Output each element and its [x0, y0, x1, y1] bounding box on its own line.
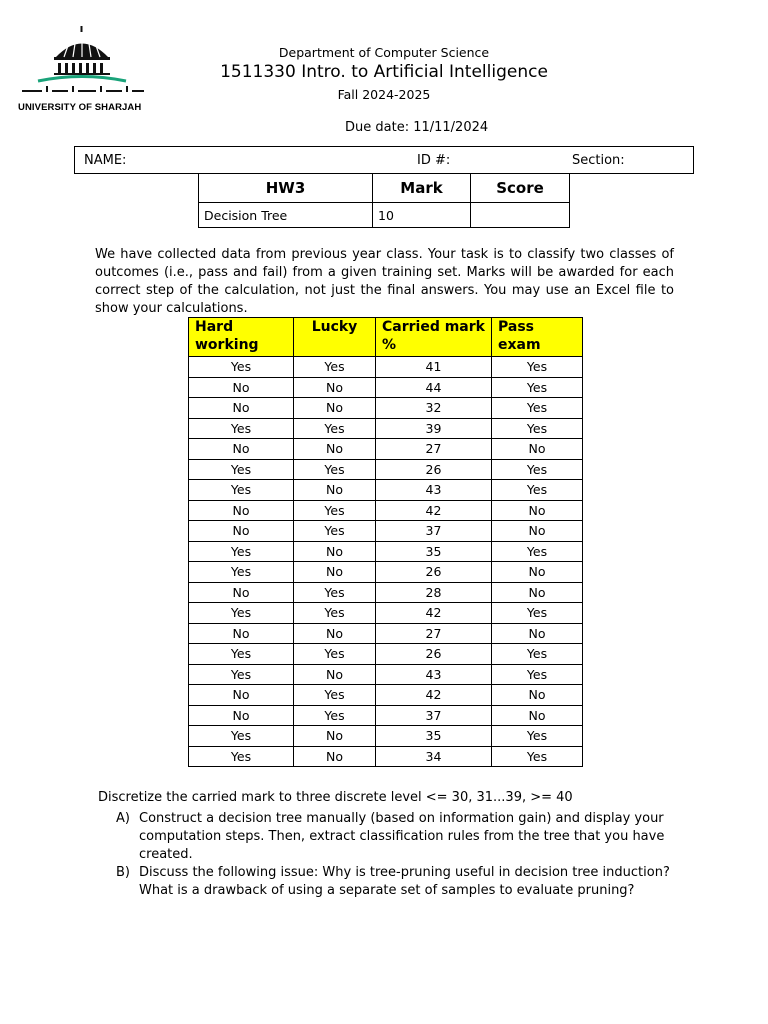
- cell-pass-exam: Yes: [492, 398, 583, 419]
- cell-pass-exam: No: [492, 582, 583, 603]
- hw-header-mark: Mark: [373, 174, 471, 203]
- cell-hard-working: No: [189, 582, 294, 603]
- table-row: [189, 562, 583, 583]
- cell-lucky: No: [294, 541, 376, 562]
- table-row: [189, 705, 583, 726]
- cell-carried-mark: 32: [376, 398, 492, 419]
- cell-pass-exam: Yes: [492, 746, 583, 767]
- table-row: [189, 521, 583, 542]
- cell-pass-exam: No: [492, 562, 583, 583]
- cell-carried-mark: 39: [376, 418, 492, 439]
- cell-hard-working: No: [189, 521, 294, 542]
- cell-carried-mark: 44: [376, 377, 492, 398]
- table-row: [189, 459, 583, 480]
- cell-pass-exam: No: [492, 623, 583, 644]
- term: Fall 2024-2025: [337, 87, 431, 102]
- cell-carried-mark: 37: [376, 521, 492, 542]
- course-title: 1511330 Intro. to Artificial Intelligence: [220, 62, 548, 82]
- cell-carried-mark: 42: [376, 500, 492, 521]
- cell-pass-exam: Yes: [492, 480, 583, 501]
- cell-carried-mark: 37: [376, 705, 492, 726]
- cell-hard-working: Yes: [189, 480, 294, 501]
- hw-score: [471, 203, 570, 228]
- cell-pass-exam: Yes: [492, 377, 583, 398]
- discretize-instruction: Discretize the carried mark to three discrete level <= 30, 31...39, >= 40: [98, 790, 573, 805]
- cell-carried-mark: 35: [376, 726, 492, 747]
- cell-carried-mark: 26: [376, 644, 492, 665]
- cell-lucky: Yes: [294, 459, 376, 480]
- header-hard-working: Hard working: [189, 318, 294, 357]
- table-row: [189, 664, 583, 685]
- cell-pass-exam: Yes: [492, 459, 583, 480]
- cell-pass-exam: Yes: [492, 664, 583, 685]
- department-name: Department of Computer Science: [278, 45, 490, 60]
- table-row: [189, 480, 583, 501]
- cell-pass-exam: No: [492, 500, 583, 521]
- cell-carried-mark: 35: [376, 541, 492, 562]
- hw-mark-table: [198, 174, 570, 228]
- due-date: Due date: 11/11/2024: [345, 120, 489, 135]
- cell-pass-exam: Yes: [492, 418, 583, 439]
- cell-hard-working: Yes: [189, 357, 294, 378]
- cell-pass-exam: Yes: [492, 603, 583, 624]
- cell-hard-working: No: [189, 705, 294, 726]
- table-row: [189, 582, 583, 603]
- hw-mark: 10: [373, 203, 471, 228]
- cell-carried-mark: 34: [376, 746, 492, 767]
- cell-hard-working: Yes: [189, 418, 294, 439]
- cell-lucky: No: [294, 377, 376, 398]
- cell-pass-exam: No: [492, 439, 583, 460]
- table-row: [189, 685, 583, 706]
- table-row: [189, 398, 583, 419]
- cell-lucky: Yes: [294, 685, 376, 706]
- cell-hard-working: Yes: [189, 459, 294, 480]
- question-text: Construct a decision tree manually (based on information gain) and display your computation steps. Then, extract classification rules from the tree that you have created.: [139, 811, 665, 862]
- cell-hard-working: No: [189, 398, 294, 419]
- hw-header-title: HW3: [199, 174, 373, 203]
- header-carried-mark: Carried mark %: [376, 318, 492, 357]
- cell-hard-working: Yes: [189, 746, 294, 767]
- table-row: [189, 541, 583, 562]
- cell-lucky: Yes: [294, 582, 376, 603]
- intro-paragraph: We have collected data from previous year class. Your task is to classify two classes of outcomes (i.e., pass and fail) from a given training set. Marks will be awarded for each correct step of the calculation, not just the final answers. You may use an Excel file to show your calculations.: [95, 247, 674, 316]
- student-info-box: [74, 146, 694, 174]
- university-name: UNIVERSITY OF SHARJAH: [18, 102, 142, 113]
- table-row: [189, 746, 583, 767]
- cell-lucky: Yes: [294, 500, 376, 521]
- header-pass-exam: Pass exam: [492, 318, 583, 357]
- cell-carried-mark: 41: [376, 357, 492, 378]
- table-row: [189, 377, 583, 398]
- cell-pass-exam: No: [492, 685, 583, 706]
- training-data-table: [188, 317, 583, 767]
- cell-lucky: Yes: [294, 603, 376, 624]
- header-lucky: Lucky: [294, 318, 376, 357]
- cell-pass-exam: Yes: [492, 726, 583, 747]
- cell-lucky: No: [294, 664, 376, 685]
- cell-hard-working: Yes: [189, 664, 294, 685]
- table-row: [189, 500, 583, 521]
- cell-lucky: Yes: [294, 521, 376, 542]
- section-label: Section:: [572, 153, 625, 168]
- name-label: NAME:: [84, 153, 127, 168]
- cell-lucky: No: [294, 726, 376, 747]
- cell-pass-exam: No: [492, 521, 583, 542]
- cell-lucky: Yes: [294, 357, 376, 378]
- cell-pass-exam: Yes: [492, 541, 583, 562]
- cell-hard-working: No: [189, 500, 294, 521]
- table-row: [189, 644, 583, 665]
- question-label: A): [116, 811, 130, 826]
- question-a: [116, 810, 676, 864]
- cell-carried-mark: 42: [376, 603, 492, 624]
- question-label: B): [116, 865, 130, 880]
- cell-hard-working: Yes: [189, 541, 294, 562]
- table-row: [189, 357, 583, 378]
- cell-pass-exam: Yes: [492, 357, 583, 378]
- id-label: ID #:: [417, 153, 451, 168]
- cell-lucky: No: [294, 746, 376, 767]
- hw-topic: Decision Tree: [199, 203, 373, 228]
- cell-hard-working: No: [189, 439, 294, 460]
- cell-lucky: Yes: [294, 644, 376, 665]
- cell-lucky: No: [294, 480, 376, 501]
- cell-pass-exam: Yes: [492, 644, 583, 665]
- cell-carried-mark: 42: [376, 685, 492, 706]
- cell-carried-mark: 26: [376, 459, 492, 480]
- cell-hard-working: Yes: [189, 603, 294, 624]
- cell-hard-working: Yes: [189, 726, 294, 747]
- hw-header-score: Score: [471, 174, 570, 203]
- cell-lucky: No: [294, 439, 376, 460]
- cell-carried-mark: 27: [376, 439, 492, 460]
- table-row: [189, 439, 583, 460]
- cell-lucky: Yes: [294, 418, 376, 439]
- cell-hard-working: Yes: [189, 644, 294, 665]
- cell-lucky: No: [294, 398, 376, 419]
- cell-lucky: No: [294, 562, 376, 583]
- question-b: [116, 864, 676, 900]
- cell-lucky: No: [294, 623, 376, 644]
- cell-pass-exam: No: [492, 705, 583, 726]
- questions-list: [116, 810, 676, 900]
- question-text: Discuss the following issue: Why is tree-pruning useful in decision tree induction? What is a drawback of using a separate set of samples to evaluate pruning?: [139, 865, 670, 898]
- table-row: [189, 418, 583, 439]
- cell-hard-working: Yes: [189, 562, 294, 583]
- cell-carried-mark: 27: [376, 623, 492, 644]
- cell-carried-mark: 43: [376, 664, 492, 685]
- cell-carried-mark: 43: [376, 480, 492, 501]
- cell-hard-working: No: [189, 685, 294, 706]
- table-header-row: [189, 318, 583, 357]
- cell-carried-mark: 26: [376, 562, 492, 583]
- cell-carried-mark: 28: [376, 582, 492, 603]
- table-row: [189, 623, 583, 644]
- table-row: [189, 726, 583, 747]
- cell-hard-working: No: [189, 623, 294, 644]
- cell-lucky: Yes: [294, 705, 376, 726]
- table-row: [189, 603, 583, 624]
- cell-hard-working: No: [189, 377, 294, 398]
